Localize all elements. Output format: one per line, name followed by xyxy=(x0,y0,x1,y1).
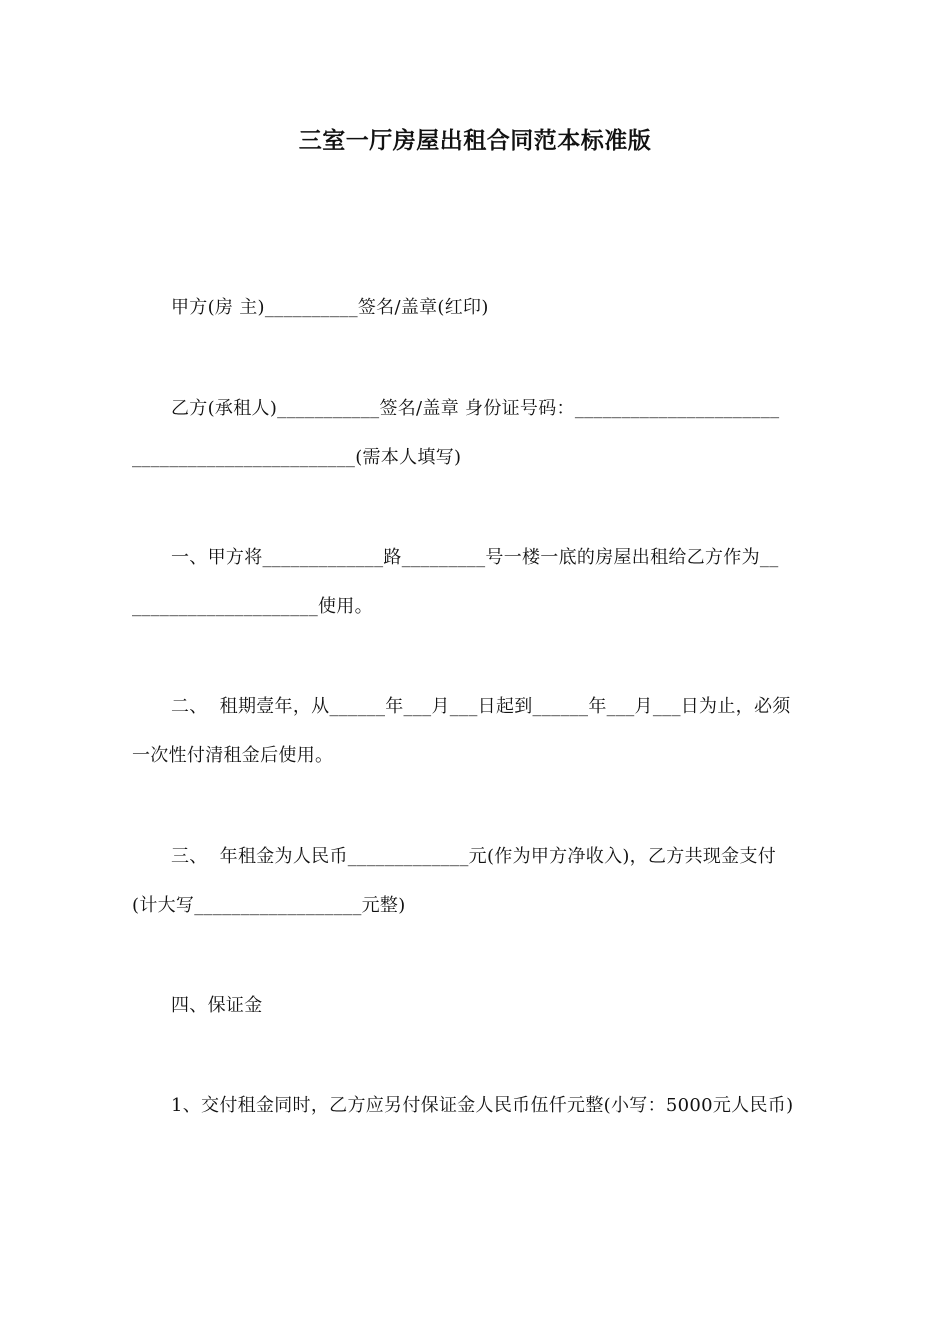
party-b-line: 乙方(承租人)___________签名/盖章 身份证号码：______________________ xyxy=(171,398,780,419)
clause-3-line-cont: (计大写__________________元整) xyxy=(132,895,406,916)
clause-1-line: 一、甲方将_____________路_________号一楼一底的房屋出租给乙方作为__ xyxy=(171,547,779,568)
deposit-item-1: 1、交付租金同时，乙方应另付保证金人民币伍仟元整(小写：5000元人民币) xyxy=(171,1095,794,1116)
clause-2-line: 二、 租期壹年，从______年___月___日起到______年___月___日为止，必须 xyxy=(171,696,791,717)
party-a-line: 甲方(房 主)__________签名/盖章(红印) xyxy=(171,297,489,318)
clause-4-heading: 四、保证金 xyxy=(171,995,263,1016)
clause-3-line: 三、 年租金为人民币_____________元(作为甲方净收入)，乙方共现金支付 xyxy=(171,846,777,867)
clause-1-line-cont: ____________________使用。 xyxy=(132,596,373,617)
clause-2-line-cont: 一次性付清租金后使用。 xyxy=(132,745,334,766)
page-title: 三室一厅房屋出租合同范本标准版 xyxy=(298,128,652,154)
party-b-line-cont: ________________________(需本人填写) xyxy=(132,447,462,468)
